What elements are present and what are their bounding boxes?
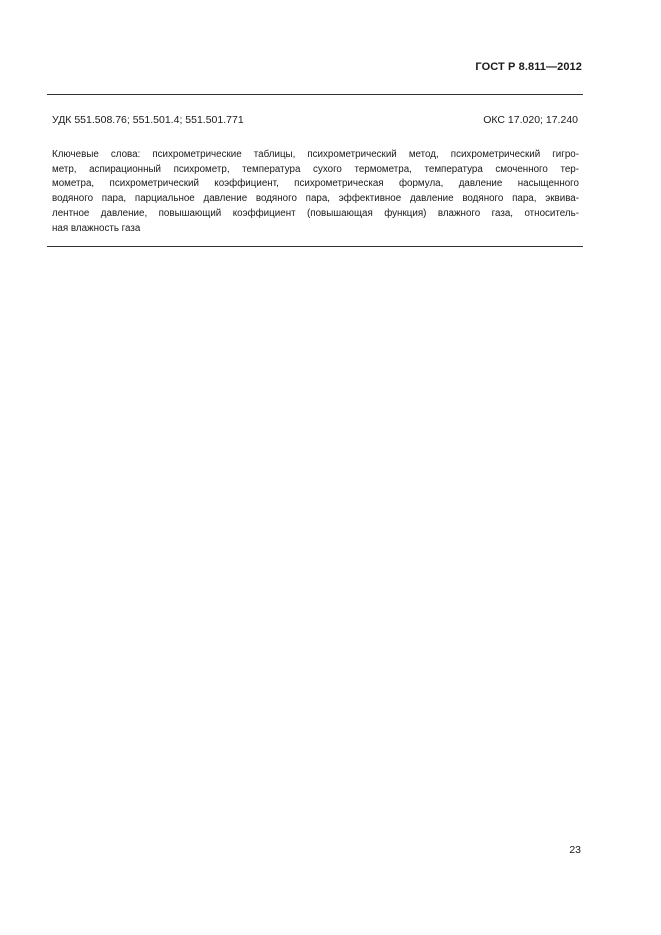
keywords-line: Ключевые слова: психрометрические таблицы, психрометрический метод, психрометрический гигро- (52, 149, 579, 160)
keywords-line: ная влажность газа (52, 222, 141, 234)
keywords-line: водяного пара, парциальное давление водяного пара, эффективное давление водяного пара, эквива- (52, 193, 579, 205)
keywords-line: метр, аспирационный психрометр, температура сухого термометра, температура смоченного тер- (52, 163, 579, 175)
udc-classification: УДК 551.508.76; 551.501.4; 551.501.771 (52, 114, 244, 126)
bottom-divider (47, 246, 583, 247)
keywords-line: мометра, психрометрический коэффициент, психрометрическая формула, давление насыщенного (52, 178, 579, 190)
document-code-header: ГОСТ Р 8.811—2012 (475, 61, 582, 73)
top-divider (47, 94, 583, 95)
oks-classification: ОКС 17.020; 17.240 (483, 114, 578, 126)
keywords-paragraph (52, 148, 579, 236)
keywords-line: лентное давление, повышающий коэффициент (повышающая функция) влажного газа, относитель- (52, 207, 579, 219)
page-number: 23 (569, 844, 581, 856)
